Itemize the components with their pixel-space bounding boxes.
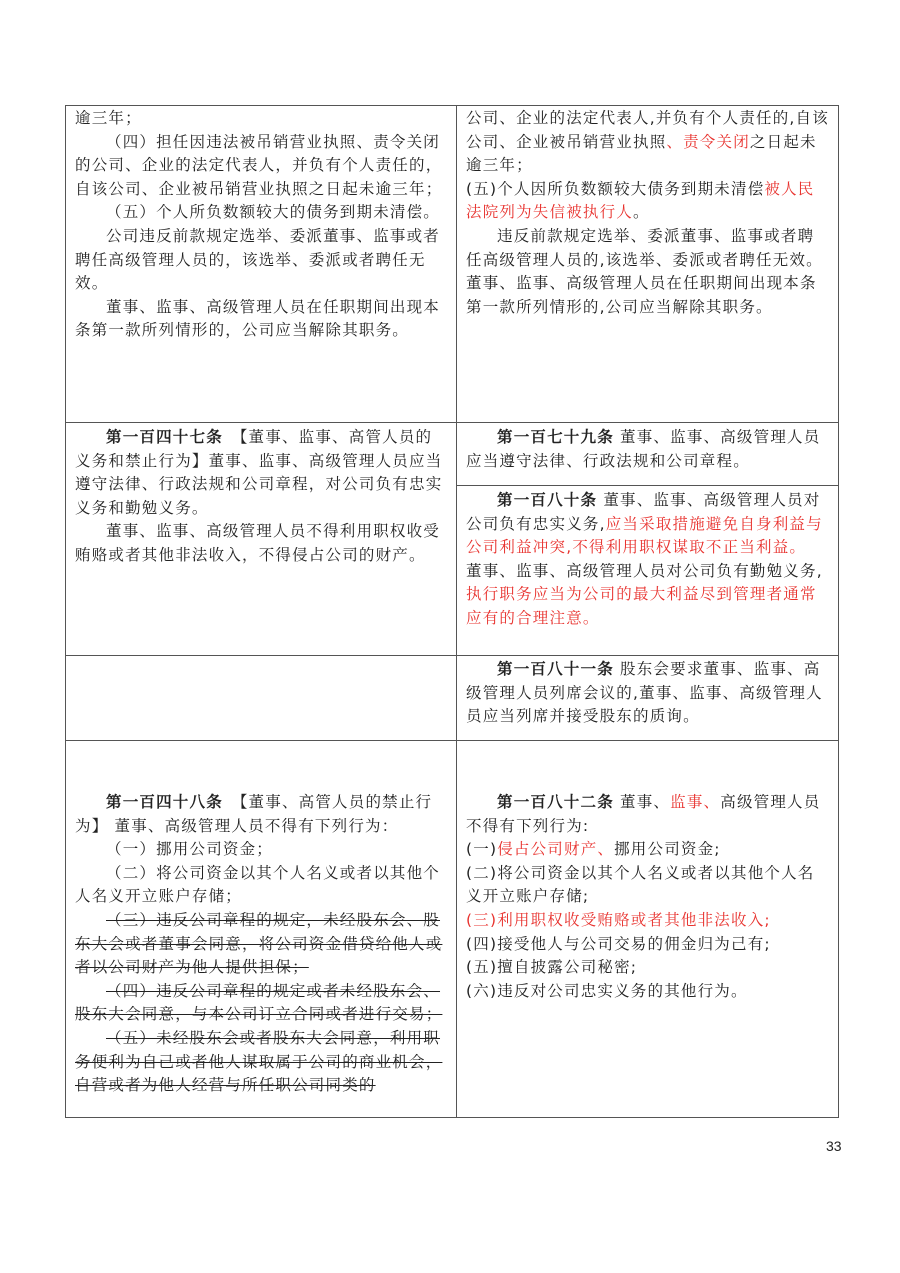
text-segment: （五）个人所负数额较大的债务到期未清偿。: [106, 203, 441, 222]
paragraph: [75, 838, 448, 862]
paragraph: [466, 272, 830, 319]
new-text-cell: [457, 423, 839, 486]
text-segment: 董事、监事、高级管理人员对公司负有忠实义务,: [466, 491, 821, 533]
added-text: 侵占公司财产、: [497, 840, 615, 859]
text-segment: 董事、监事、高级管理人员在任职期间出现本条第一款所列情形的,公司应当解除其职务。: [466, 274, 817, 316]
added-text: 监事、: [670, 793, 721, 811]
paragraph: [466, 909, 830, 933]
text-segment: (一): [466, 840, 498, 859]
text-segment: 。: [633, 203, 650, 222]
text-segment: 之日起未逾三年；: [466, 132, 817, 175]
old-text-cell: [66, 106, 457, 423]
text-segment: 董事、监事、高级管理人员应当遵守法律、行政法规和公司章程。: [466, 428, 821, 470]
table-row: [66, 741, 839, 1118]
paragraph: [75, 201, 448, 225]
paragraph: [75, 980, 448, 1027]
new-text-cell: [457, 486, 839, 656]
text-segment: 董事、监事、高级管理人员在任职期间出现本条第一款所列情形的，公司应当解除其职务。: [75, 297, 441, 340]
table-row: [66, 656, 839, 741]
text-segment: 逾三年；: [75, 109, 142, 127]
old-text-cell: [66, 423, 457, 656]
text-segment: 挪用公司资金;: [614, 840, 721, 859]
text-segment: 高级管理人员不得有下列行为:: [466, 793, 821, 835]
paragraph: [466, 838, 830, 862]
text-segment: (六)违反对公司忠实义务的其他行为。: [466, 981, 748, 1000]
old-text-cell: [66, 741, 457, 1118]
text-segment: （四）担任因违法被吊销营业执照、责令关闭的公司、企业的法定代表人，并负有个人责任的，自该公司、企业被吊销营业执照之日起未逾三年；: [75, 132, 443, 198]
paragraph: [75, 107, 448, 131]
paragraph: [75, 909, 448, 980]
article-number: 第一百四十八条: [106, 793, 223, 811]
paragraph: [466, 225, 830, 272]
text-segment: 董事、: [613, 793, 671, 811]
paragraph: [466, 862, 830, 909]
paragraph: [75, 426, 448, 520]
paragraph: [466, 956, 830, 980]
paragraph: [75, 520, 448, 567]
text-segment: 【董事、监事、高管人员的义务和禁止行为】董事、监事、高级管理人员应当遵守法律、行政法规和公司章程，对公司负有忠实义务和勤勉义务。: [75, 428, 443, 517]
page-number: 33: [826, 1138, 842, 1154]
table-row: [66, 106, 839, 423]
paragraph: [75, 791, 448, 838]
paragraph: [75, 1027, 448, 1098]
deleted-text: （四）违反公司章程的规定或者未经股东会、股东大会同意，与本公司订立合同或者进行交易；: [75, 981, 443, 1024]
article-number: 第一百八十条: [497, 491, 598, 509]
paragraph: [466, 107, 830, 178]
article-number: 第一百四十七条: [106, 428, 223, 446]
text-segment: 【董事、高管人员的禁止行为】 董事、高级管理人员不得有下列行为：: [75, 793, 433, 835]
comparison-table: [65, 105, 839, 1118]
text-segment: (五)个人因所负数额较大债务到期未清偿: [466, 179, 765, 198]
added-text: 执行职务应当为公司的最大利益尽到管理者通常应有的合理注意。: [466, 585, 817, 627]
paragraph: [466, 178, 830, 225]
paragraph: [466, 426, 830, 473]
text-segment: （一）挪用公司资金；: [106, 840, 274, 859]
article-number: 第一百八十二条: [497, 793, 614, 811]
paragraph: [75, 862, 448, 909]
text-segment: 违反前款规定选举、委派董事、监事或者聘任高级管理人员的,该选举、委派或者聘任无效。: [466, 226, 823, 269]
old-text-cell: [66, 656, 457, 741]
paragraph: [75, 131, 448, 202]
text-segment: （二）将公司资金以其个人名义或者以其他个人名义开立账户存储；: [75, 863, 441, 906]
new-text-cell: [457, 656, 839, 741]
text-segment: (二)将公司资金以其个人名义或者以其他个人名义开立账户存储;: [466, 863, 815, 906]
paragraph: [466, 980, 830, 1004]
article-number: 第一百七十九条: [497, 428, 614, 446]
added-text: (三)利用职权收受贿赂或者其他非法收入;: [466, 910, 771, 929]
text-segment: 董事、监事、高级管理人员对公司负有勤勉义务,: [466, 561, 823, 580]
added-text: 应当采取措施避免自身利益与公司利益冲突,不得利用职权谋取不正当利益。: [466, 514, 823, 557]
paragraph: [466, 933, 830, 957]
deleted-text: （三）违反公司章程的规定，未经股东会、股东大会或者董事会同意，将公司资金借贷给他人或者以公司财产为他人提供担保；: [75, 910, 443, 977]
text-segment: (五)擅自披露公司秘密;: [466, 958, 638, 977]
paragraph: [75, 296, 448, 343]
new-text-cell: [457, 106, 839, 423]
paragraph: [75, 225, 448, 296]
text-segment: 公司违反前款规定选举、委派董事、监事或者聘任高级管理人员的，该选举、委派或者聘任无效。: [75, 226, 441, 293]
deleted-text: （五）未经股东会或者股东大会同意，利用职务便利为自己或者他人谋取属于公司的商业机会，自营或者为他人经营与所任职公司同类的: [75, 1028, 443, 1095]
paragraph: [466, 489, 830, 560]
paragraph: [466, 791, 830, 838]
article-number: 第一百八十一条: [497, 660, 614, 678]
table-row: [66, 423, 839, 486]
added-text: 、责令关闭: [666, 132, 750, 151]
text-segment: 股东会要求董事、监事、高级管理人员列席会议的,董事、监事、高级管理人员应当列席并接受股东的质询。: [466, 660, 823, 726]
text-segment: 公司、企业的法定代表人,并负有个人责任的,自该公司、企业被吊销营业执照: [466, 109, 829, 151]
new-text-cell: [457, 741, 839, 1118]
paragraph: [466, 560, 830, 631]
text-segment: (四)接受他人与公司交易的佣金归为己有;: [466, 934, 771, 953]
text-segment: 董事、监事、高级管理人员不得利用职权收受贿赂或者其他非法收入，不得侵占公司的财产。: [75, 522, 441, 564]
paragraph: [466, 658, 830, 729]
added-text: 被人民法院列为失信被执行人: [466, 179, 815, 222]
